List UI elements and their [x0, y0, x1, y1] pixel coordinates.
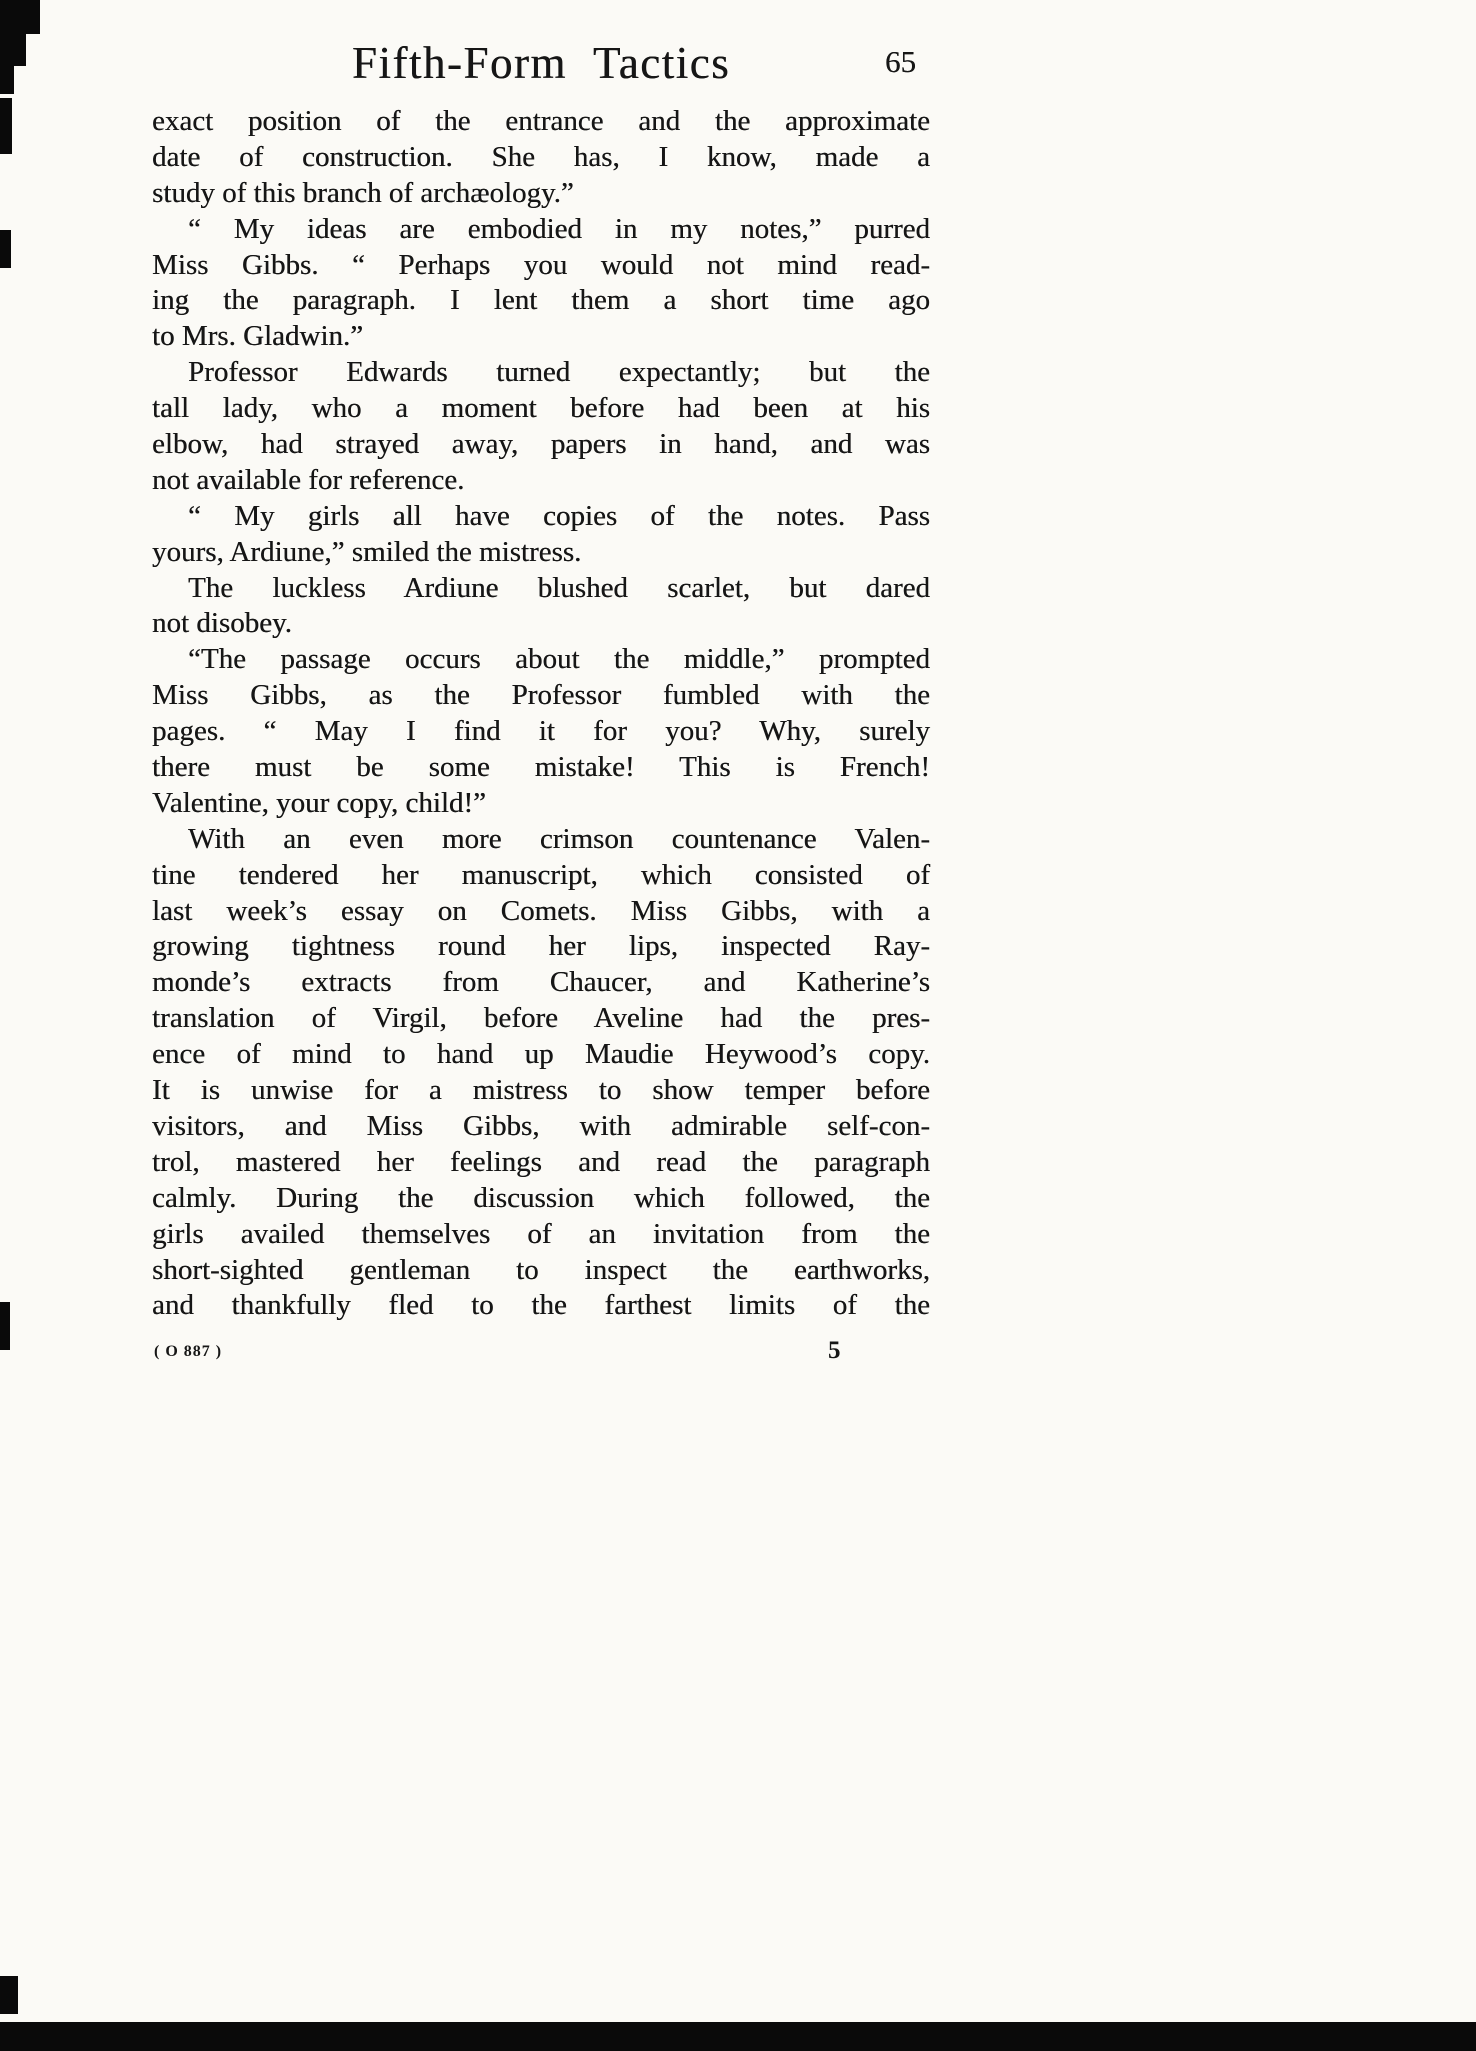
paragraph [152, 642, 930, 821]
paragraph [152, 499, 930, 571]
page-header [152, 34, 930, 96]
scan-artifact [0, 34, 26, 66]
text-line: tall lady, who a moment before had been at his [152, 392, 930, 425]
scan-artifact [0, 98, 12, 154]
text-line: and thankfully fled to the farthest limits of the [152, 1289, 930, 1322]
paragraph [152, 104, 930, 212]
text-line: Miss Gibbs, as the Professor fumbled with the [152, 679, 930, 712]
text-line: calmly. During the discussion which followed, the [152, 1181, 930, 1214]
page-footer [152, 1337, 930, 1367]
text-line: trol, mastered her feelings and read the paragraph [152, 1145, 930, 1178]
text-line: visitors, and Miss Gibbs, with admirable self-con- [152, 1109, 930, 1142]
text-line: translation of Virgil, before Aveline had the pres- [152, 1002, 930, 1035]
page-body [152, 104, 930, 1324]
page-number: 65 [885, 44, 916, 79]
text-line: tine tendered her manuscript, which consisted of [152, 858, 930, 891]
text-line: “ My girls all have copies of the notes. Pass [188, 499, 930, 532]
text-line: “The passage occurs about the middle,” prompted [188, 643, 930, 676]
text-line: ing the paragraph. I lent them a short time ago [152, 284, 930, 317]
paragraph [152, 212, 930, 356]
text-line: there must be some mistake! This is French! [152, 751, 930, 784]
text-line: date of construction. She has, I know, made a [152, 140, 930, 173]
text-line: growing tightness round her lips, inspected Ray- [152, 930, 930, 963]
text-line: last week’s essay on Comets. Miss Gibbs, with a [152, 894, 930, 927]
text-line: Miss Gibbs. “ Perhaps you would not mind read- [152, 248, 930, 281]
text-line: “ My ideas are embodied in my notes,” purred [188, 212, 930, 245]
text-line: pages. “ May I find it for you? Why, surely [152, 715, 930, 748]
text-line: The luckless Ardiune blushed scarlet, but dared [188, 571, 930, 604]
page-title: Fifth-Form Tactics [351, 38, 731, 88]
text-line: ence of mind to hand up Maudie Heywood’s copy. [152, 1038, 930, 1071]
text-line: short-sighted gentleman to inspect the earthworks, [152, 1253, 930, 1286]
text-line: to Mrs. Gladwin.” [152, 320, 364, 353]
printer-signature: ( O 887 ) [154, 1343, 223, 1360]
text-line: girls availed themselves of an invitation from the [152, 1217, 930, 1250]
gathering-number: 5 [828, 1337, 841, 1364]
scan-artifact [0, 66, 14, 94]
scan-artifact [0, 2022, 1476, 2051]
text-line: elbow, had strayed away, papers in hand, and was [152, 428, 930, 461]
text-line: monde’s extracts from Chaucer, and Katherine’s [152, 966, 930, 999]
paragraph [152, 571, 930, 643]
scan-artifact [0, 230, 11, 268]
scan-artifact [0, 1302, 10, 1350]
text-line: Professor Edwards turned expectantly; but the [188, 356, 930, 389]
scan-artifact [0, 1976, 18, 2014]
text-line: It is unwise for a mistress to show temper before [152, 1074, 930, 1107]
scan-artifact [0, 0, 40, 34]
text-line: With an even more crimson countenance Valen- [188, 822, 930, 855]
text-line: not available for reference. [152, 463, 465, 496]
text-line: exact position of the entrance and the approximate [152, 105, 930, 137]
text-line: not disobey. [152, 607, 292, 640]
text-line: study of this branch of archæology.” [152, 176, 574, 209]
paragraph [152, 355, 930, 499]
text-line: Valentine, your copy, child!” [152, 786, 486, 819]
text-line: yours, Ardiune,” smiled the mistress. [152, 535, 582, 568]
paragraph [152, 822, 930, 1324]
